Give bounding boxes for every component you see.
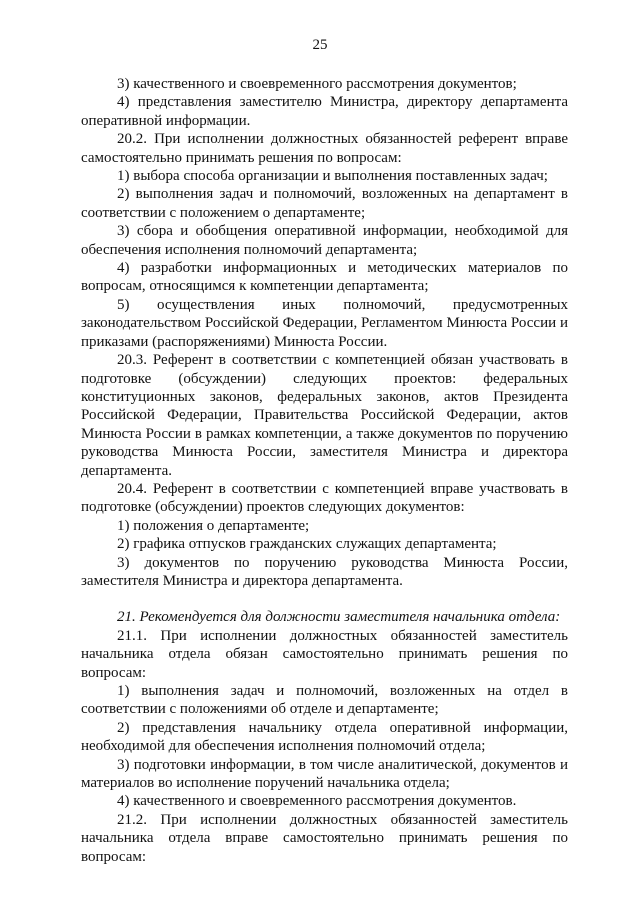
paragraph-text: 4) качественного и своевременного рассмотрения документов. <box>117 793 517 810</box>
paragraph-text: 2) графика отпусков гражданских служащих департамента; <box>117 536 497 553</box>
paragraph <box>81 811 568 866</box>
paragraph <box>81 93 568 130</box>
paragraph-text: 1) выполнения задач и полномочий, возложенных на отдел в соответствии с положениями об отделе и департаменте; <box>81 683 568 718</box>
paragraph-text: 21.1. При исполнении должностных обязанностей заместитель начальника отдела обязан самостоятельно принимать решения по вопросам: <box>81 627 568 681</box>
paragraph <box>81 259 568 296</box>
paragraph <box>81 185 568 222</box>
paragraph-text: 4) разработки информационных и методических материалов по вопросам, относящимся к компетенции департамента; <box>81 260 568 295</box>
page-number: 25 <box>312 37 328 53</box>
paragraph <box>81 756 568 793</box>
paragraph-text: 1) положения о департаменте; <box>117 517 310 534</box>
paragraph <box>81 167 568 185</box>
paragraph-text: 3) качественного и своевременного рассмотрения документов; <box>117 76 517 92</box>
paragraph <box>81 608 568 626</box>
paragraph-text: 20.3. Референт в соответствии с компетенцией обязан участвовать в подготовке (обсуждении) следующих проектов: федеральных конституционных законов, федеральных законов, актов Президента Российской Федерации, Правительства Российской Федерации, актов Минюста России в рамках компетенции, а также документов по поручению руководства Минюста России, заместителя Министра и директора департамента. <box>81 352 568 479</box>
paragraph-text: 3) документов по поручению руководства Минюста России, заместителя Министра и директора департамента. <box>81 554 568 589</box>
paragraph-text: 1) выбора способа организации и выполнения поставленных задач; <box>117 168 548 185</box>
paragraph-text: 20.4. Референт в соответствии с компетенцией вправе участвовать в подготовке (обсуждении) проектов следующих документов: <box>81 480 568 516</box>
paragraph-text: 21.2. При исполнении должностных обязанностей заместитель начальника отдела вправе самостоятельно принимать решения по вопросам: <box>81 811 568 865</box>
paragraph <box>81 480 568 517</box>
paragraph <box>81 517 568 535</box>
paragraph-lead: 21. Рекомендуется для должности заместителя начальника отдела: <box>117 609 561 626</box>
paragraph-text: 3) подготовки информации, в том числе аналитической, документов и материалов во исполнение поручений начальника отдела; <box>81 756 568 792</box>
paragraph <box>81 222 568 259</box>
paragraph-text: 20.2. При исполнении должностных обязанностей референт вправе самостоятельно принимать решения по вопросам: <box>81 131 568 166</box>
paragraph <box>81 627 568 682</box>
paragraph <box>81 535 568 553</box>
paragraph-text: 2) представления начальнику отдела оперативной информации, необходимой для обеспечения исполнения полномочий отдела; <box>81 719 568 755</box>
paragraph <box>81 792 568 810</box>
body-text <box>81 75 568 866</box>
paragraph-text: 3) сбора и обобщения оперативной информации, необходимой для обеспечения исполнения полномочий департамента; <box>81 223 568 258</box>
paragraph-text: 4) представления заместителю Министра, директору департамента оперативной информации. <box>81 94 568 129</box>
paragraph <box>81 296 568 351</box>
paragraph-text: 2) выполнения задач и полномочий, возложенных на департамент в соответствии с положением о департаменте; <box>81 186 568 221</box>
paragraph <box>81 682 568 719</box>
paragraph <box>81 130 568 167</box>
paragraph <box>81 75 568 93</box>
paragraph <box>81 719 568 756</box>
paragraph <box>81 554 568 591</box>
paragraph <box>81 351 568 480</box>
paragraph-text: 5) осуществления иных полномочий, предусмотренных законодательством Российской Федерации, Регламентом Минюста России и приказами (распоряжениями) Минюста России. <box>81 296 568 350</box>
